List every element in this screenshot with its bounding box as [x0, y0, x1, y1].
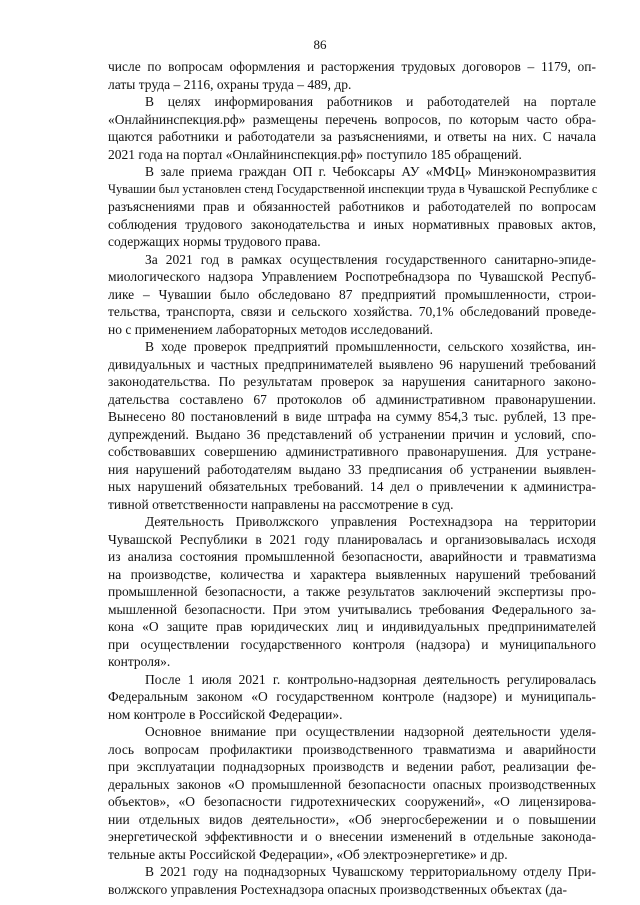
text-line: 2021 года на портал «Онлайнинспекция.рф» поступило 185 обращений. [108, 146, 522, 162]
body-text [108, 58, 596, 898]
text-line: В целях информирования работников и работодателей на портале [145, 94, 596, 109]
text-line: Чувашской Республики в 2021 году планировалась и организовывалась исходя [108, 531, 596, 547]
text-line: энергетической эффективности и о внесении изменений в отдельные законода- [108, 829, 596, 844]
text-line: дательства составлено 67 протоколов об административном правонарушении. [108, 391, 596, 407]
text-line: Чувашии был установлен стенд Государственной инспекции труда в Чувашской Республике с [108, 181, 598, 196]
text-line: тивной ответственности направлены на рассмотрение в суд. [108, 496, 454, 512]
paragraph [108, 338, 596, 513]
text-line: тельные акты Российской Федерации», «Об электроэнергетике» и др. [108, 846, 508, 862]
paragraph [108, 163, 596, 251]
text-line: Основное внимание при осуществлении надзорной деятельности уделя- [145, 724, 596, 739]
text-line: миологического надзора Управлением Роспотребнадзора по Чувашской Респуб- [108, 269, 596, 284]
text-line: промышленной безопасности, а также результатов заключений экспертизы про- [108, 584, 596, 599]
text-line: контроля». [108, 654, 171, 669]
paragraph [108, 58, 596, 93]
text-line: на производстве, количества и характера выявленных нарушений требований [108, 566, 596, 582]
paragraph [108, 723, 596, 863]
paragraph [108, 513, 596, 671]
text-line: кона «О защите прав юридических лиц и индивидуальных предпринимателей [108, 619, 596, 634]
text-line: ния нарушений работодателям выдано 33 предписания об устранении выявлен- [108, 461, 596, 477]
text-line: объектов», «О безопасности гидротехнических сооружений», «О лицензирова- [108, 794, 596, 809]
paragraph [108, 93, 596, 163]
text-line: В 2021 году на поднадзорных Чувашскому территориальному отделу При- [145, 864, 596, 879]
text-line: дивидуальных и частных предпринимателей выявлено 96 нарушений требований [108, 356, 596, 372]
text-line: латы труда – 2116, охраны труда – 489, др. [108, 76, 352, 92]
text-line: За 2021 год в рамках осуществления государственного санитарно-эпиде- [145, 251, 596, 267]
text-line: лось вопросам профилактики производственного травматизма и аварийности [108, 741, 596, 757]
paragraph [108, 863, 596, 898]
text-line: разъяснениями прав и обязанностей работников и работодателей по вопросам [108, 199, 596, 214]
paragraph [108, 671, 596, 724]
text-line: но с применением лабораторных методов исследований. [108, 321, 434, 337]
text-line: волжского управления Ростехнадзора опасных производственных объектах (да- [108, 881, 568, 897]
text-line: щаются работники и работодатели за разъяснениями, и ответы на них. С начала [108, 129, 596, 144]
text-line: В ходе проверок предприятий промышленности, сельского хозяйства, ин- [145, 339, 596, 354]
text-line: деральных законов «О промышленной безопасности опасных производственных [108, 776, 596, 792]
text-line: при эксплуатации поднадзорных производств и ведении работ, реализации фе- [108, 759, 596, 774]
text-line: мышленной безопасности. При этом учитывались требования Федерального за- [108, 601, 596, 617]
text-line: при осуществлении государственного контроля (надзора) и муниципального [108, 636, 596, 652]
text-line: Вынесено 80 постановлений в виде штрафа на сумму 854,3 тыс. рублей, 13 пре- [108, 409, 596, 424]
text-line: нии отдельных видов деятельности», «Об энергосбережении и о повышении [108, 811, 596, 827]
text-line: «Онлайнинспекция.рф» размещены перечень вопросов, по которым часто обра- [108, 111, 596, 127]
text-line: числе по вопросам оформления и расторжения трудовых договоров – 1179, оп- [108, 59, 596, 74]
text-line: законодательства. По результатам проверок за нарушения санитарного законо- [108, 374, 596, 389]
text-line: соблюдения трудового законодательства и иных нормативных правовых актов, [108, 216, 596, 232]
text-line: ных нарушений обязательных требований. 14 дел о привлечении к администра- [108, 479, 596, 494]
text-line: дупреждений. Выдано 36 представлений об устранении причин и условий, спо- [108, 426, 596, 442]
text-line: Деятельность Приволжского управления Ростехнадзора на территории [145, 514, 596, 529]
text-line: ном контроле в Российской Федерации». [108, 706, 343, 722]
text-line: собствовавших совершению административного правонарушения. Для устране- [108, 444, 596, 459]
text-line: из анализа состояния промышленной безопасности, аварийности и травматизма [108, 549, 596, 564]
page-number: 86 [313, 37, 327, 52]
paragraph [108, 251, 596, 339]
text-line: После 1 июля 2021 г. контрольно-надзорная деятельность регулировалась [145, 671, 596, 687]
text-line: содержащих нормы трудового права. [108, 234, 321, 249]
text-line: лике – Чувашии было обследовано 87 предприятий промышленности, строи- [108, 286, 596, 302]
text-line: Федеральным законом «О государственном контроле (надзоре) и муниципаль- [108, 689, 596, 704]
text-line: тельства, транспорта, связи и сельского хозяйства. 70,1% обследований проведе- [108, 304, 596, 319]
text-line: В зале приема граждан ОП г. Чебоксары АУ «МФЦ» Минэкономразвития [145, 164, 596, 179]
